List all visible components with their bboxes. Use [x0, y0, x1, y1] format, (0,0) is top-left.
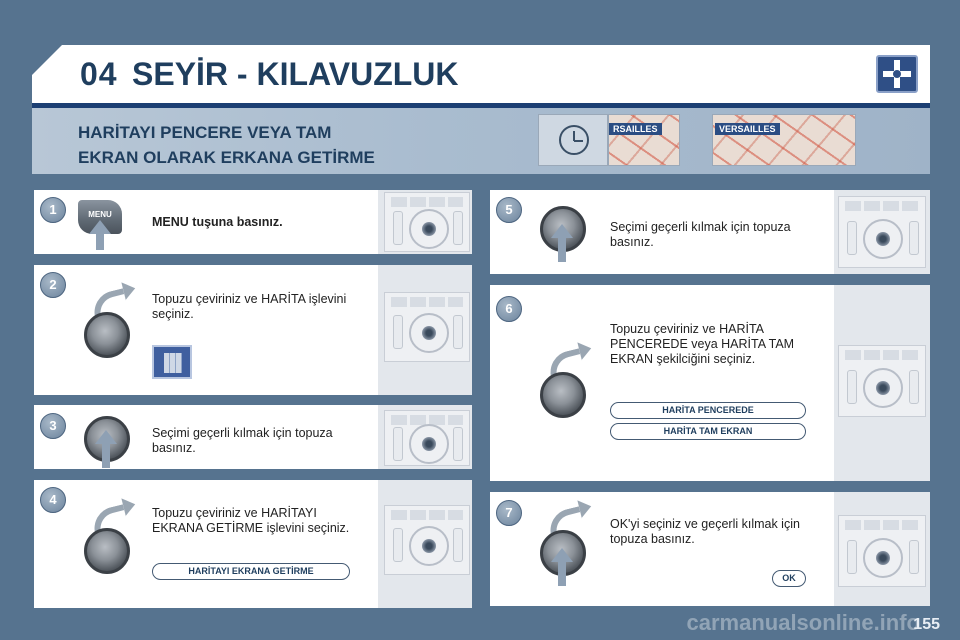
- radio-panel-icon: [838, 345, 926, 417]
- step-badge-7: 7: [496, 500, 522, 526]
- step-text-5: Seçimi geçerli kılmak için topuza basınız.: [610, 220, 791, 249]
- chapter-number: 04: [80, 56, 118, 92]
- step-badge-6: 6: [496, 296, 522, 322]
- radio-panel-icon: [384, 292, 470, 362]
- radio-panel-icon: [838, 196, 926, 268]
- navigation-cross-icon: [876, 55, 918, 93]
- ok-button[interactable]: OK: [772, 570, 806, 587]
- step-badge-3: 3: [40, 413, 66, 439]
- step-badge-2: 2: [40, 272, 66, 298]
- step-badge-4: 4: [40, 487, 66, 513]
- step-text-6: Topuzu çeviriniz ve HARİTA PENCEREDE veya HARİTA TAM EKRAN şekilciğini seçiniz.: [610, 322, 795, 366]
- step-text-7: OK'yi seçiniz ve geçerli kılmak için topuza basınız.: [610, 517, 800, 546]
- clock-icon: [538, 114, 608, 166]
- menu-option-map-window[interactable]: HARİTA PENCEREDE: [610, 402, 806, 419]
- step-text-2: Topuzu çeviriniz ve HARİTA işlevini seçiniz.: [152, 292, 347, 321]
- page-number: 155: [913, 616, 940, 633]
- radio-panel-icon: [838, 515, 926, 587]
- press-arrow-icon: [96, 232, 104, 250]
- press-arrow-icon: [558, 236, 566, 262]
- control-knob-icon: [84, 528, 130, 574]
- step-text-1: MENU tuşuna basınız.: [152, 215, 283, 229]
- section-title: HARİTAYI PENCERE VEYA TAM EKRAN OLARAK ERKANA GETİRME: [78, 123, 375, 167]
- press-arrow-icon: [102, 442, 110, 468]
- step-text-3: Seçimi geçerli kılmak için topuza basınız.: [152, 426, 333, 455]
- watermark: carmanualsonline.info: [686, 610, 920, 635]
- control-knob-icon: [540, 372, 586, 418]
- step-badge-1: 1: [40, 197, 66, 223]
- map-fullscreen-thumbnail: VERSAILLES: [712, 114, 856, 166]
- control-knob-icon: [84, 312, 130, 358]
- radio-panel-icon: [384, 192, 470, 252]
- menu-key-icon: MENU: [78, 200, 122, 234]
- map-function-icon: [152, 345, 192, 379]
- map-window-thumbnail: RSAILLES: [608, 114, 680, 166]
- radio-panel-icon: [384, 505, 470, 575]
- menu-option-show-map[interactable]: HARİTAYI EKRANA GETİRME: [152, 563, 350, 580]
- press-arrow-icon: [558, 560, 566, 586]
- step-text-4: Topuzu çeviriniz ve HARİTAYI EKRANA GETİRME işlevini seçiniz.: [152, 506, 350, 535]
- radio-panel-icon: [384, 410, 470, 466]
- menu-option-map-fullscreen[interactable]: HARİTA TAM EKRAN: [610, 423, 806, 440]
- step-badge-5: 5: [496, 197, 522, 223]
- chapter-title: SEYİR - KILAVUZLUK: [132, 56, 459, 92]
